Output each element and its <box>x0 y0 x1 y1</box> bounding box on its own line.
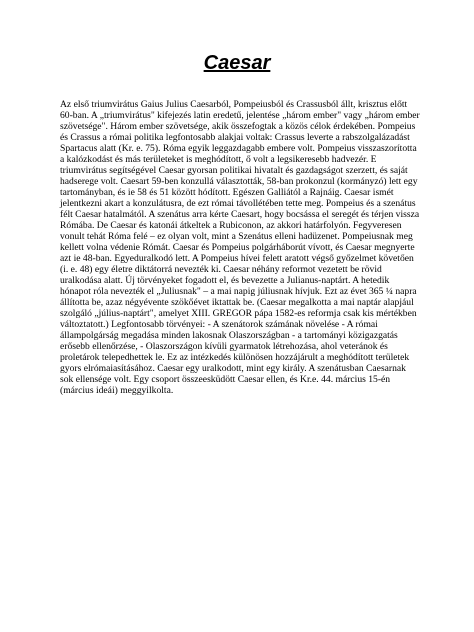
document-body-paragraph: Az első triumvirátus Gaius Julius Caesarból, Pompeiusból és Crassusból állt, krisztus előtt 60-ban. A „triumvirátus" kifejezés latin eredetű, jelentése „három ember" vagy „három ember szövetsége". Három ember szövetsége, akik összefogtak a közös célok érdekében. Pompeius és Crassus a római politika legfontosabb alakjai voltak: Crassus leverte a rabszolgalázadást Spartacus alatt (Kr. e. 75). Róma egyik leggazdagabb embere volt. Pompeius visszaszorította a kalózkodást és más területeket is meghódított, ő volt a legsikeresebb hadvezér. E triumvirátus segítségével Caesar gyorsan politikai hivatalt és gazdagságot szerzett, és saját hadserege volt. Caesart 59-ben konzullá választották, 58-ban prokonzul (kormányzó) lett egy tartományban, és ie 58 és 51 között hódított. Egészen Galliától a Rajnáig. Caesar ismét jelentkezni akart a konzulátusra, de ezt római távollétében tette meg. Pompeius és a szenátus félt Caesar hatalmától. A szenátus arra kérte Caesart, hogy bocsássa el seregét és térjen vissza Rómába. De Caesar és katonái átkeltek a Rubiconon, az akkori határfolyón. Fegyveresen vonult tehát Róma felé – ez olyan volt, mint a Szenátus elleni hadüzenet. Pompeiusnak meg kellett volna védenie Rómát. Caesar és Pompeius polgárháborút vívott, és Caesar megnyerte azt ie 48-ban. Egyeduralkodó lett. A Pompeius hívei felett aratott végső győzelmet követően (i. e. 48) egy életre diktátorrá nevezték ki. Caesar néhány reformot vezetett be rövid uralkodása alatt. Új törvényeket fogadott el, és bevezette a Julianus-naptárt. A hetedik hónapot róla nevezték el „Juliusnak" – a mai napig júliusnak hívjuk. Ezt az évet 365 ¼ napra állította be, azaz négyévente szökőévet iktattak be. (Caesar megalkotta a mai naptár alapjául szolgáló „július-naptárt", amelyet XIII. GREGOR pápa 1582-es reformja csak kis mértékben változtatott.) Legfontosabb törvényei: - A szenátorok számának növelése - A római állampolgárság megadása minden lakosnak Olaszországban - a tartományi közigazgatás erősebb ellenőrzése, - Olaszországon kívüli gyarmatok létrehozása, ahol veteránok és proletárok telepedhettek le. Ez az intézkedés különösen hozzájárult a meghódított területek gyors elrómaiasításához. Caesar egy uralkodott, mint egy király. A szenátusban Caesarnak sok ellensége volt. Egy csoport összeesküdött Caesar ellen, és Kr.e. 44. március 15-én (március ideái) meggyilkolta. <box>60 99 420 396</box>
document-title: Caesar <box>203 52 271 74</box>
